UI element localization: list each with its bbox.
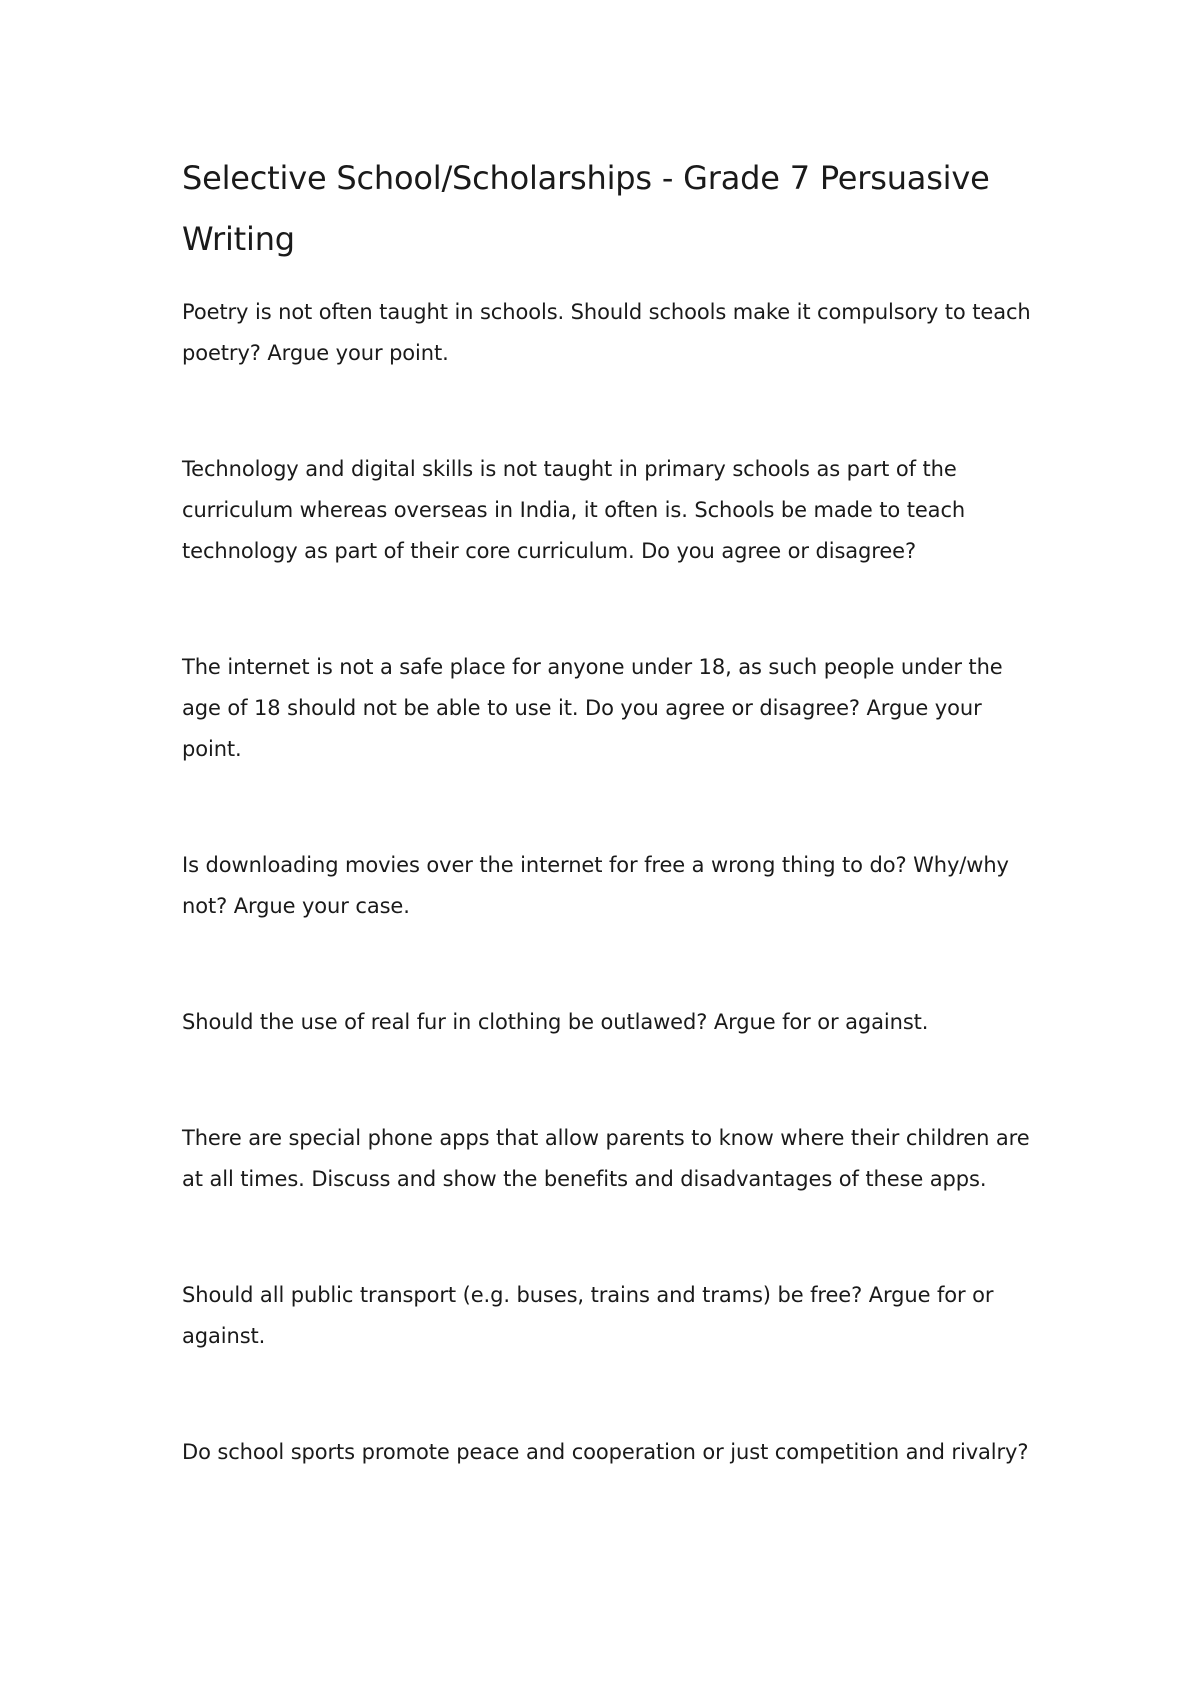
- writing-prompt-public-transport: Should all public transport (e.g. buses, trains and trams) be free? Argue for or against.: [182, 1283, 994, 1348]
- document-body: [182, 148, 1032, 1473]
- writing-prompt-school-sports: Do school sports promote peace and cooperation or just competition and rivalry?: [182, 1440, 1029, 1464]
- writing-prompt-real-fur: Should the use of real fur in clothing be outlawed? Argue for or against.: [182, 1010, 929, 1034]
- document-title: Selective School/Scholarships - Grade 7 Persuasive Writing: [182, 159, 990, 258]
- writing-prompt-downloading-movies: Is downloading movies over the internet for free a wrong thing to do? Why/why not? Argue your case.: [182, 853, 1009, 918]
- writing-prompt-technology: Technology and digital skills is not taught in primary schools as part of the curriculum whereas overseas in India, it often is. Schools be made to teach technology as part of their core curriculum. Do you agree or disagree?: [182, 457, 966, 563]
- writing-prompt-internet-safety: The internet is not a safe place for anyone under 18, as such people under the age of 18 should not be able to use it. Do you agree or disagree? Argue your point.: [182, 655, 1003, 761]
- writing-prompt-phone-apps: There are special phone apps that allow parents to know where their children are at all times. Discuss and show the benefits and disadvantages of these apps.: [182, 1126, 1030, 1191]
- writing-prompt-poetry: Poetry is not often taught in schools. Should schools make it compulsory to teach poetry? Argue your point.: [182, 300, 1031, 365]
